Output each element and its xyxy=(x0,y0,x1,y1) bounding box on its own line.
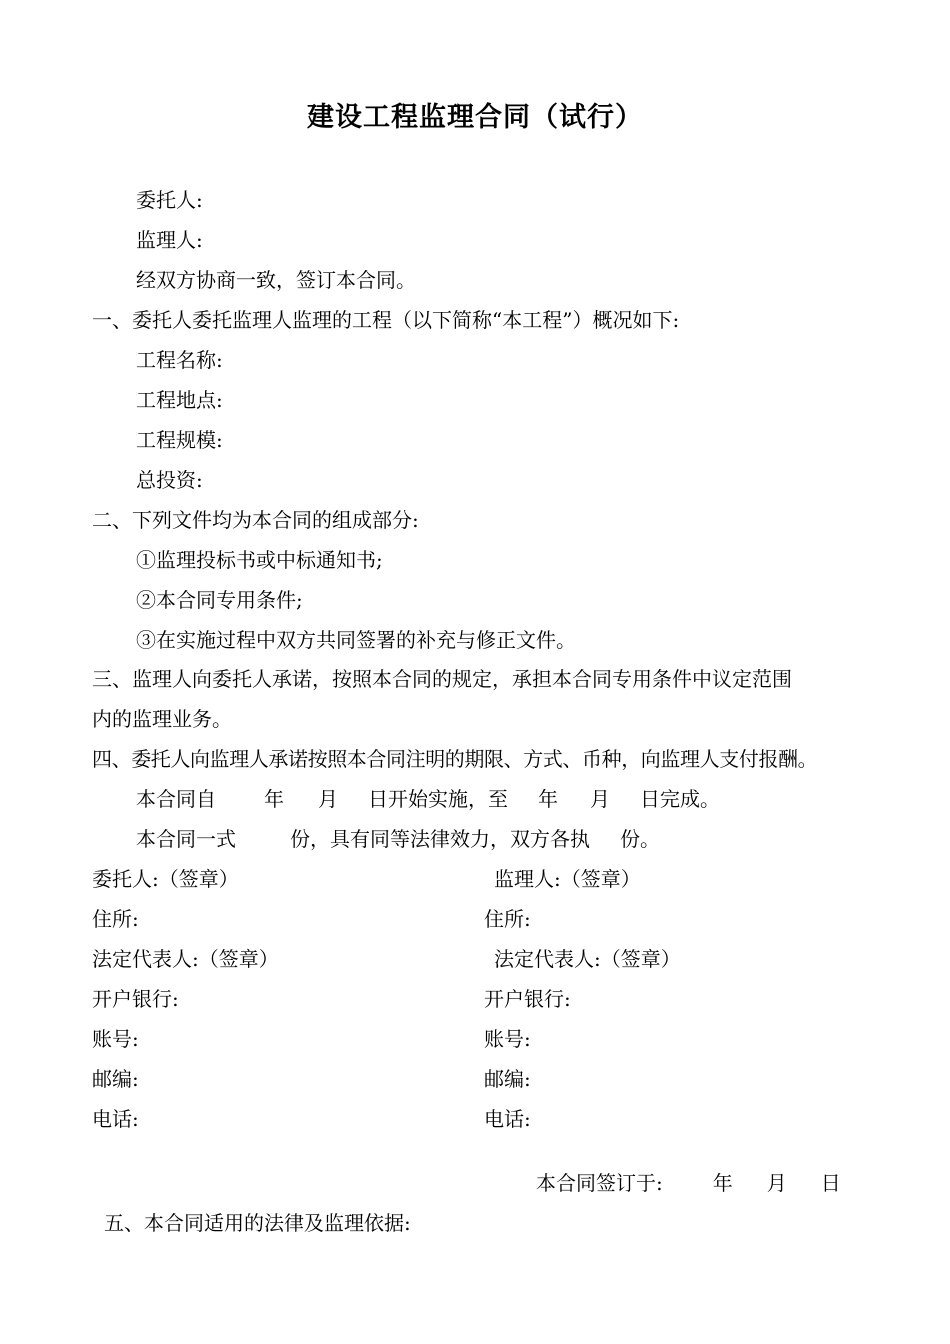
signing-date-year: 年 xyxy=(712,1171,733,1195)
project-scale-label: 工程规模: xyxy=(136,428,223,452)
section5-heading: 五、本合同适用的法律及监理依据: xyxy=(104,1211,411,1235)
client-address: 住所: xyxy=(92,907,139,931)
copies-part-1: 本合同一式 xyxy=(136,827,236,851)
period-month-end: 月 xyxy=(590,787,610,811)
supervisor-account: 账号: xyxy=(484,1027,531,1051)
project-location-label: 工程地点: xyxy=(136,388,223,412)
section2-item-1: ①监理投标书或中标通知书; xyxy=(136,548,383,572)
client-signature: 委托人:（签章） xyxy=(92,867,239,891)
total-investment-label: 总投资: xyxy=(136,468,203,492)
period-year-start: 年 xyxy=(264,787,284,811)
section4-line-1: 四、委托人向监理人承诺按照本合同注明的期限、方式、币种，向监理人支付报酬。 xyxy=(92,747,818,771)
signing-date-month: 月 xyxy=(766,1171,787,1195)
supervisor-signature: 监理人:（签章） xyxy=(494,867,641,891)
supervisor-phone: 电话: xyxy=(484,1107,531,1131)
period-from: 本合同自 xyxy=(136,787,216,811)
section3-line-2: 内的监理业务。 xyxy=(92,707,232,731)
signing-date-day: 日 xyxy=(820,1171,841,1195)
supervisor-label: 监理人: xyxy=(136,228,203,252)
supervisor-address: 住所: xyxy=(484,907,531,931)
supervisor-legal-rep: 法定代表人:（签章） xyxy=(494,947,681,971)
client-label: 委托人: xyxy=(136,188,203,212)
supervisor-bank: 开户银行: xyxy=(484,987,571,1011)
client-phone: 电话: xyxy=(92,1107,139,1131)
copies-part-2: 份，具有同等法律效力，双方各执 xyxy=(290,827,590,851)
section2-item-2: ②本合同专用条件; xyxy=(136,588,303,612)
section1-heading: 一、委托人委托监理人监理的工程（以下简称“本工程”）概况如下: xyxy=(92,308,680,332)
signing-date-label: 本合同签订于: xyxy=(536,1171,663,1195)
supervisor-postcode: 邮编: xyxy=(484,1067,531,1091)
client-account: 账号: xyxy=(92,1027,139,1051)
client-postcode: 邮编: xyxy=(92,1067,139,1091)
client-bank: 开户银行: xyxy=(92,987,179,1011)
copies-part-3: 份。 xyxy=(620,827,660,851)
section2-item-3: ③在实施过程中双方共同签署的补充与修正文件。 xyxy=(136,628,576,652)
period-year-end: 年 xyxy=(538,787,558,811)
document-title: 建设工程监理合同（试行） xyxy=(307,102,643,133)
client-legal-rep: 法定代表人:（签章） xyxy=(92,947,279,971)
project-name-label: 工程名称: xyxy=(136,348,223,372)
period-month-start: 月 xyxy=(318,787,338,811)
signing-date xyxy=(536,1168,841,1198)
period-day-start: 日开始实施，至 xyxy=(368,787,508,811)
contract-copies xyxy=(136,824,660,854)
agreement-sentence: 经双方协商一致，签订本合同。 xyxy=(136,268,416,292)
contract-period xyxy=(136,784,720,814)
period-day-end: 日完成。 xyxy=(640,787,720,811)
section3-line-1: 三、监理人向委托人承诺，按照本合同的规定，承担本合同专用条件中议定范围 xyxy=(92,667,792,691)
section2-heading: 二、下列文件均为本合同的组成部分: xyxy=(92,508,419,532)
